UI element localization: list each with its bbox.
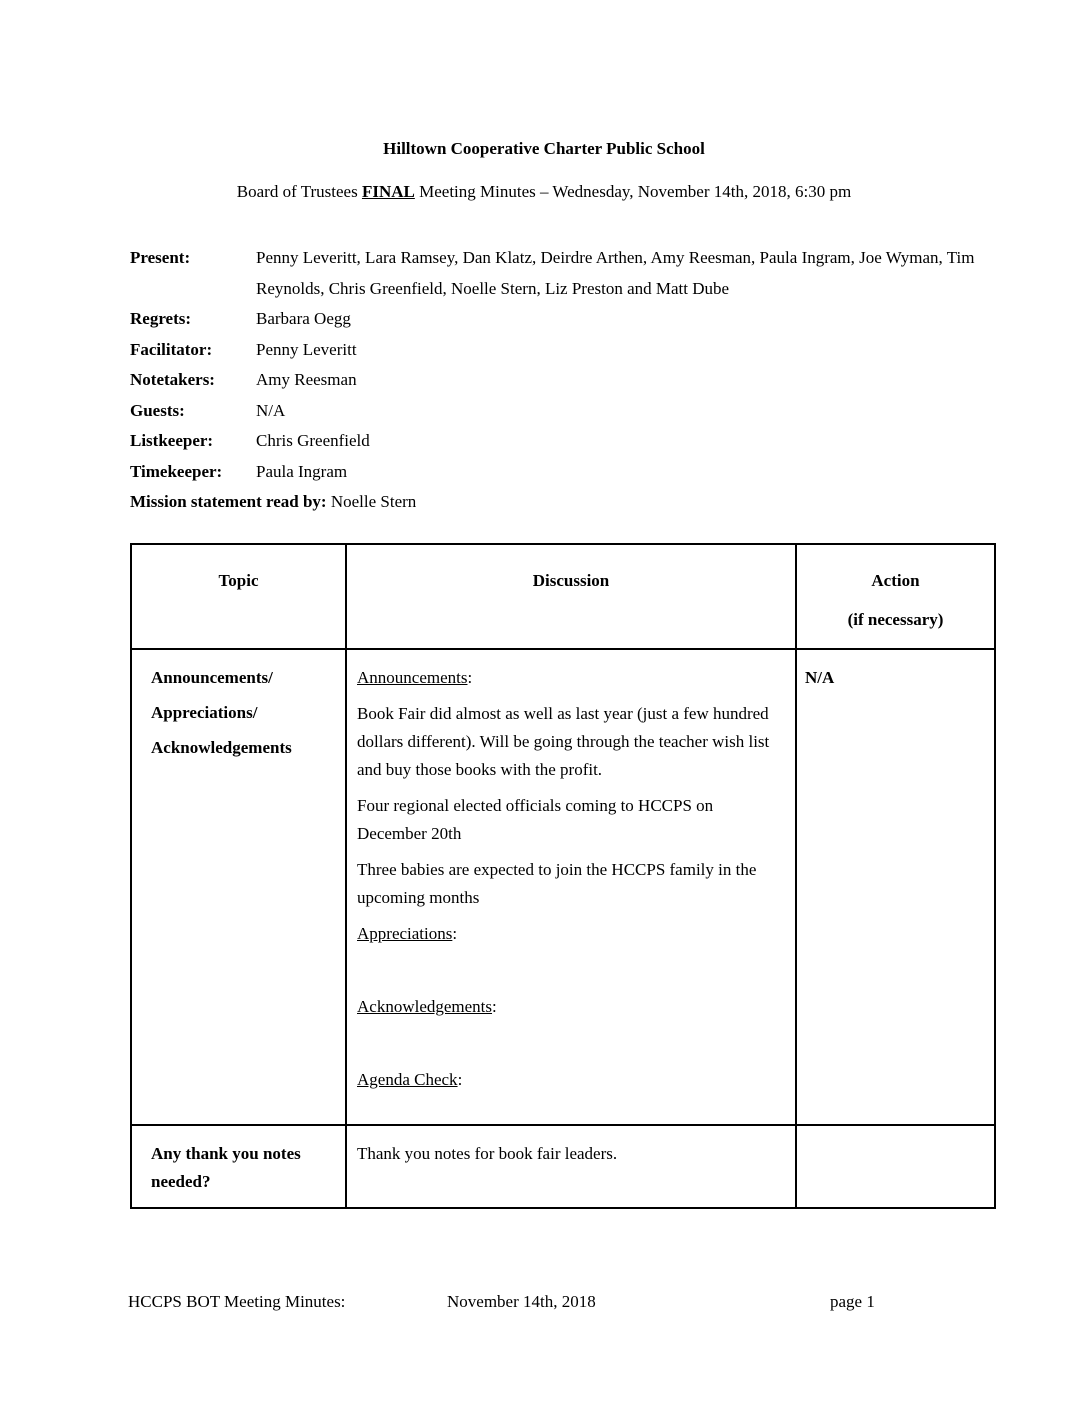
discussion-paragraph-thankyou: Thank you notes for book fair leaders. [357,1144,618,1163]
mission-label: Mission statement read by: [130,492,327,511]
header-discussion: Discussion [346,544,796,649]
topic-cell [131,649,346,1125]
discussion-heading-acknowledgements: Acknowledgements: [357,997,497,1016]
info-label: Facilitator: [130,339,213,359]
mission-value: Noelle Stern [330,492,417,511]
info-value: N/A [256,400,286,420]
info-row-facilitator [130,335,1010,366]
action-cell [796,1125,995,1208]
table-row-announcements [131,649,995,1125]
info-label: Regrets: [130,309,192,328]
subtitle-suffix: Meeting Minutes – Wednesday, November 14th, 2018, 6:30 pm [414,182,852,201]
topic-cell: Any thank you notes needed? [131,1125,346,1208]
document-title: Hilltown Cooperative Charter Public School [383,139,705,158]
table-row-thank-you-notes [131,1125,995,1208]
discussion-paragraph-officials: Four regional elected officials coming to HCCPS on December 20th [357,796,714,843]
discussion-paragraph-bookfair: Book Fair did almost as well as last year (just a few hundred dollars different). Will be going through the teacher wish list and buy those books with the profit. [357,704,770,779]
info-row-present [130,243,1010,304]
info-row-regrets [130,304,1010,335]
action-cell: N/A [796,649,995,1125]
topic-line: Announcements/ [151,668,273,687]
subtitle-prefix: Board of Trustees [236,182,362,201]
footer-page-number: page 1 [830,1292,875,1311]
discussion-heading-agenda-check: Agenda Check: [357,1070,463,1089]
minutes-table [130,543,996,1209]
info-value: Chris Greenfield [256,431,370,450]
header-topic: Topic [131,544,346,649]
table-header-row [131,544,995,649]
header-action-line2: (if necessary) [847,610,944,629]
footer-document-label: HCCPS BOT Meeting Minutes: [128,1292,346,1311]
discussion-cell [346,1125,796,1208]
info-row-listkeeper [130,426,1010,457]
topic-line: Appreciations/ [151,703,258,722]
info-value: Penny Leveritt [256,339,357,359]
info-row-timekeeper [130,457,1010,488]
discussion-paragraph-babies: Three babies are expected to join the HCCPS family in the upcoming months [357,860,757,907]
info-value: Amy Reesman [256,370,357,389]
document-subtitle [0,182,1088,202]
info-row-guests [130,396,1010,427]
info-value: Paula Ingram [256,461,348,481]
info-row-notetakers [130,365,1010,396]
header-action [796,544,995,649]
info-row-mission-statement [130,487,1010,518]
discussion-heading-appreciations: Appreciations: [357,924,458,943]
footer-date: November 14th, 2018 [447,1292,596,1311]
subtitle-final-word: FINAL [361,182,415,201]
info-label: Timekeeper: [130,461,223,481]
info-label: Present: [130,248,191,267]
info-label: Guests: [130,400,185,420]
info-value: Penny Leveritt, Lara Ramsey, Dan Klatz, Deirdre Arthen, Amy Reesman, Paula Ingram, Joe Wyman, Tim Reynolds, Chris Greenfield, Noelle Stern, Liz Preston and Matt Dube [256,248,975,298]
meeting-info-block [130,243,1010,518]
topic-line: Acknowledgements [151,738,292,757]
header-action-line1: Action [871,571,920,590]
discussion-heading-announcements: Announcements: [357,668,473,687]
info-value: Barbara Oegg [256,309,351,328]
info-label: Notetakers: [130,370,215,389]
discussion-cell [346,649,796,1125]
info-label: Listkeeper: [130,431,214,450]
